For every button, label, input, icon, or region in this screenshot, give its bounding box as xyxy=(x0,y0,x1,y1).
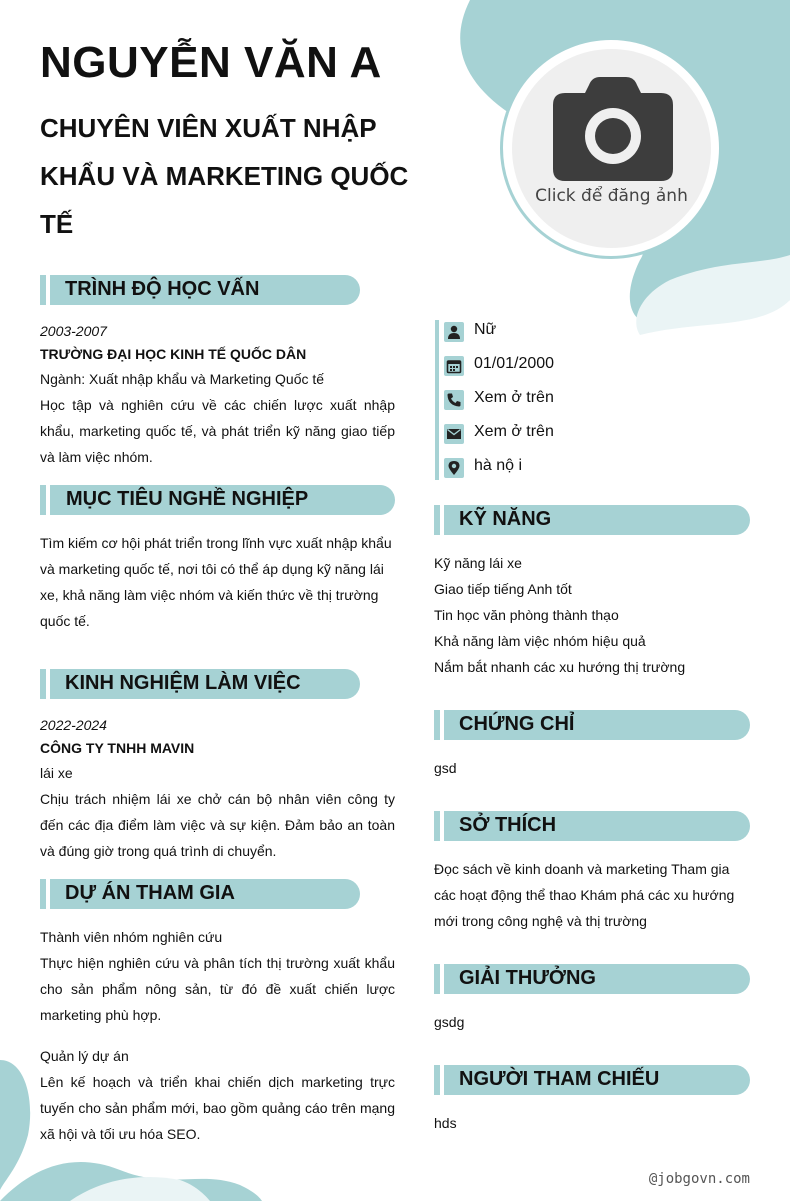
mail-icon xyxy=(444,424,464,444)
section-header-skills xyxy=(434,505,750,535)
project-description: Thực hiện nghiên cứu và phân tích thị trường xuất khẩu cho sản phẩm nông sản, từ đó đề xuất chiến lược marketing phù hợp. xyxy=(40,955,395,1023)
section-header-objective xyxy=(40,485,395,515)
section-title: MỤC TIÊU NGHỀ NGHIỆP xyxy=(66,488,309,510)
education-school: TRƯỜNG ĐẠI HỌC KINH TẾ QUỐC DÂN xyxy=(40,346,307,362)
section-header-hobbies xyxy=(434,811,750,841)
section-title: NGƯỜI THAM CHIẾU xyxy=(459,1068,660,1090)
section-title: CHỨNG CHỈ xyxy=(459,713,575,735)
awards-text: gsdg xyxy=(434,1014,465,1030)
education-period: 2003-2007 xyxy=(40,323,107,339)
section-header-projects xyxy=(40,879,360,909)
section-title: DỰ ÁN THAM GIA xyxy=(65,882,235,904)
section-header-experience xyxy=(40,669,360,699)
references-text: hds xyxy=(434,1115,457,1131)
section-header-references xyxy=(434,1065,750,1095)
skill-item: Kỹ năng lái xe xyxy=(434,555,522,571)
camera-icon[interactable] xyxy=(553,77,673,181)
location-icon xyxy=(444,458,464,478)
skill-item: Nắm bắt nhanh các xu hướng thị trường xyxy=(434,659,686,675)
person-icon xyxy=(444,322,464,342)
experience-description: Chịu trách nhiệm lái xe chở cán bộ nhân viên công ty đến các địa điểm làm việc và sự kiện. Đảm bảo an toàn và đúng giờ trong quá trình di chuyển. xyxy=(40,791,395,859)
contact-phone-value: Xem ở trên xyxy=(474,389,554,406)
certificates-text: gsd xyxy=(434,760,457,776)
section-title: GIẢI THƯỞNG xyxy=(459,967,596,989)
contact-email-value: Xem ở trên xyxy=(474,423,554,440)
skill-item: Giao tiếp tiếng Anh tốt xyxy=(434,581,572,597)
section-header-certificates xyxy=(434,710,750,740)
section-title: TRÌNH ĐỘ HỌC VẤN xyxy=(65,278,260,300)
project-role: Quản lý dự án xyxy=(40,1048,129,1064)
contact-birthday-value: 01/01/2000 xyxy=(474,355,555,372)
section-title: SỞ THÍCH xyxy=(459,814,557,836)
footer-brand: @jobgovn.com xyxy=(648,1171,750,1187)
contact-gender-value: Nữ xyxy=(474,321,497,338)
candidate-name: NGUYỄN VĂN A xyxy=(40,38,382,87)
phone-icon xyxy=(444,390,464,410)
job-title: CHUYÊN VIÊN XUẤT NHẬP KHẨU VÀ MARKETING QUỐC TẾ xyxy=(40,113,409,239)
project-role: Thành viên nhóm nghiên cứu xyxy=(40,929,223,945)
contact-address-value: hà nộ i xyxy=(474,457,523,474)
objective-text: Tìm kiếm cơ hội phát triển trong lĩnh vực xuất nhập khẩu và marketing quốc tế, nơi tôi có thể áp dụng kỹ năng lái xe, khả năng làm việc nhóm và kiến thức về thị trường quốc tế. xyxy=(40,535,392,629)
calendar-icon xyxy=(444,356,464,376)
section-header-education xyxy=(40,275,360,305)
education-major: Ngành: Xuất nhập khẩu và Marketing Quốc tế xyxy=(40,371,325,387)
photo-upload-label[interactable]: Click để đăng ảnh xyxy=(535,186,688,206)
skill-item: Tin học văn phòng thành thạo xyxy=(434,607,619,623)
section-title: KỸ NĂNG xyxy=(459,508,552,530)
section-title: KINH NGHIỆM LÀM VIỆC xyxy=(65,672,301,694)
section-header-awards xyxy=(434,964,750,994)
contact-divider xyxy=(435,320,439,480)
project-description: Lên kế hoạch và triển khai chiến dịch marketing trực tuyến cho sản phẩm mới, bao gồm quảng cáo trên mạng xã hội và tối ưu hóa SEO. xyxy=(40,1074,395,1142)
education-description: Học tập và nghiên cứu về các chiến lược xuất nhập khẩu, marketing quốc tế, và phát triển kỹ năng giao tiếp và làm việc nhóm. xyxy=(40,397,395,465)
experience-position: lái xe xyxy=(40,765,73,781)
experience-period: 2022-2024 xyxy=(40,717,107,733)
skill-item: Khả năng làm việc nhóm hiệu quả xyxy=(434,633,646,649)
hobbies-text: Đọc sách về kinh doanh và marketing Tham gia các hoạt động thể thao Khám phá các xu hướng mới trong công nghệ và thị trường xyxy=(434,861,735,929)
experience-company: CÔNG TY TNHH MAVIN xyxy=(40,740,195,756)
